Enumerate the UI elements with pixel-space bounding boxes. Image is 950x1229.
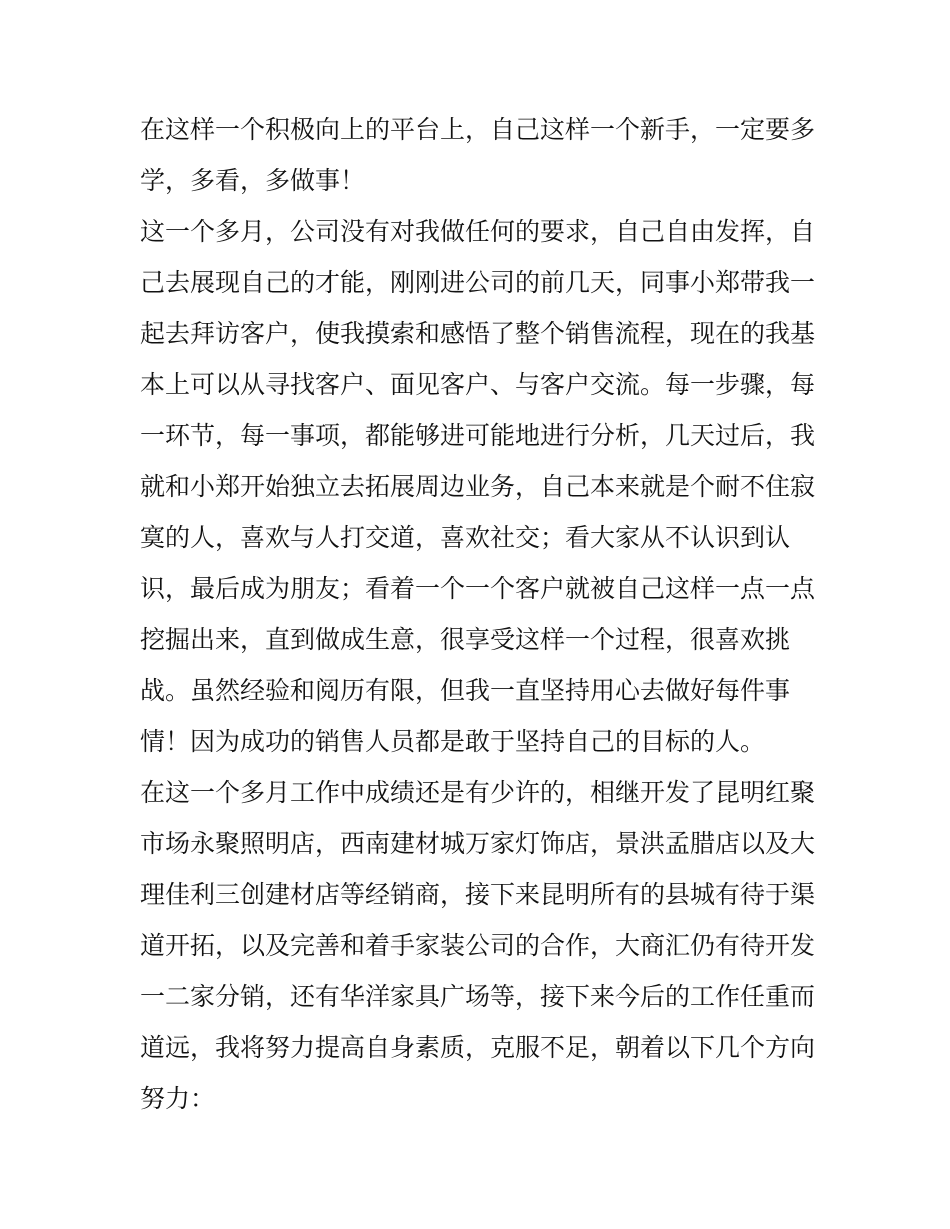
text-line: 起去拜访客户，使我摸索和感悟了整个销售流程，现在的我基 <box>140 319 816 348</box>
text-line: 情！因为成功的销售人员都是敢于坚持自己的目标的人。 <box>140 727 766 756</box>
text-line: 道开拓，以及完善和着手家装公司的合作，大商汇仍有待开发 <box>140 931 816 960</box>
text-line: 己去展现自己的才能，刚刚进公司的前几天，同事小郑带我一 <box>140 268 816 297</box>
text-line: 理佳利三创建材店等经销商，接下来昆明所有的县城有待于渠 <box>140 880 816 909</box>
text-line: 在这样一个积极向上的平台上，自己这样一个新手，一定要多 <box>140 115 816 144</box>
text-line: 这一个多月，公司没有对我做任何的要求，自己自由发挥，自 <box>140 217 816 246</box>
text-line: 市场永聚照明店，西南建材城万家灯饰店，景洪孟腊店以及大 <box>140 829 816 858</box>
body-text <box>140 104 820 1124</box>
text-line: 识，最后成为朋友；看着一个一个客户就被自己这样一点一点 <box>140 574 816 603</box>
text-line: 寞的人，喜欢与人打交道，喜欢社交；看大家从不认识到认 <box>140 523 791 552</box>
text-line: 在这一个多月工作中成绩还是有少许的，相继开发了昆明红聚 <box>140 778 816 807</box>
text-line: 战。虽然经验和阅历有限，但我一直坚持用心去做好每件事 <box>140 676 791 705</box>
text-line: 本上可以从寻找客户、面见客户、与客户交流。每一步骤，每 <box>140 370 816 399</box>
text-line: 学，多看，多做事！ <box>140 166 366 195</box>
text-line: 一环节，每一事项，都能够进可能地进行分析，几天过后，我 <box>140 421 816 450</box>
text-line: 努力： <box>140 1084 216 1113</box>
text-line: 一二家分销，还有华洋家具广场等，接下来今后的工作任重而 <box>140 982 816 1011</box>
text-line: 道远，我将努力提高自身素质，克服不足，朝着以下几个方向 <box>140 1033 816 1062</box>
text-line: 就和小郑开始独立去拓展周边业务，自己本来就是个耐不住寂 <box>140 472 816 501</box>
text-line: 挖掘出来，直到做成生意，很享受这样一个过程，很喜欢挑 <box>140 625 791 654</box>
